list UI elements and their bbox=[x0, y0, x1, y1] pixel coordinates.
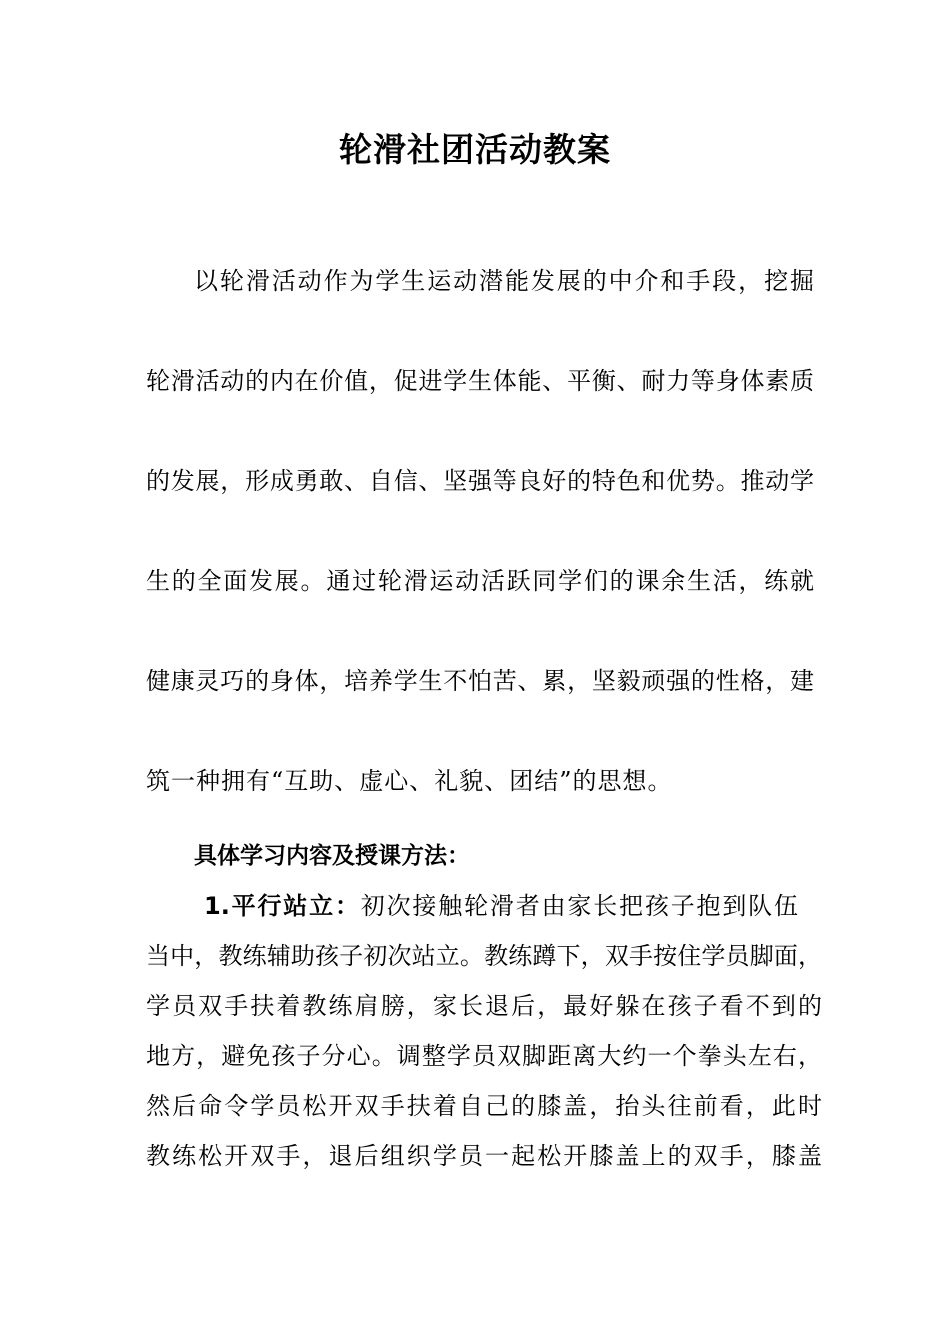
intro-line: 轮滑活动的内在价值，促进学生体能、平衡、耐力等身体素质 bbox=[146, 367, 814, 395]
item-1-line: 学员双手扶着教练肩膀，家长退后，最好躲在孩子看不到的 bbox=[146, 992, 822, 1020]
item-1-first-line-text: 初次接触轮滑者由家长把孩子抱到队伍 bbox=[360, 892, 798, 920]
section-heading: 具体学习内容及授课方法： bbox=[194, 843, 470, 869]
intro-line: 生的全面发展。通过轮滑运动活跃同学们的课余生活，练就 bbox=[146, 567, 814, 595]
intro-line: 的发展，形成勇敢、自信、坚强等良好的特色和优势。推动学 bbox=[146, 467, 814, 495]
document-title: 轮滑社团活动教案 bbox=[339, 130, 611, 169]
item-1-line: 当中，教练辅助孩子初次站立。教练蹲下，双手按住学员脚面， bbox=[146, 942, 822, 970]
item-1-line: 然后命令学员松开双手扶着自己的膝盖，抬头往前看，此时 bbox=[146, 1092, 822, 1120]
item-1-label: 1.平行站立： bbox=[204, 892, 361, 920]
intro-line: 健康灵巧的身体，培养学生不怕苦、累，坚毅顽强的性格，建 bbox=[146, 667, 814, 695]
item-1-line: 地方，避免孩子分心。调整学员双脚距离大约一个拳头左右， bbox=[146, 1042, 822, 1070]
item-1-line: 教练松开双手，退后组织学员一起松开膝盖上的双手，膝盖 bbox=[146, 1142, 822, 1170]
intro-line: 以轮滑活动作为学生运动潜能发展的中介和手段，挖掘 bbox=[194, 267, 814, 295]
item-1-first-line bbox=[204, 890, 798, 922]
intro-line: 筑一种拥有“互助、虚心、礼貌、团结”的思想。 bbox=[146, 767, 673, 795]
